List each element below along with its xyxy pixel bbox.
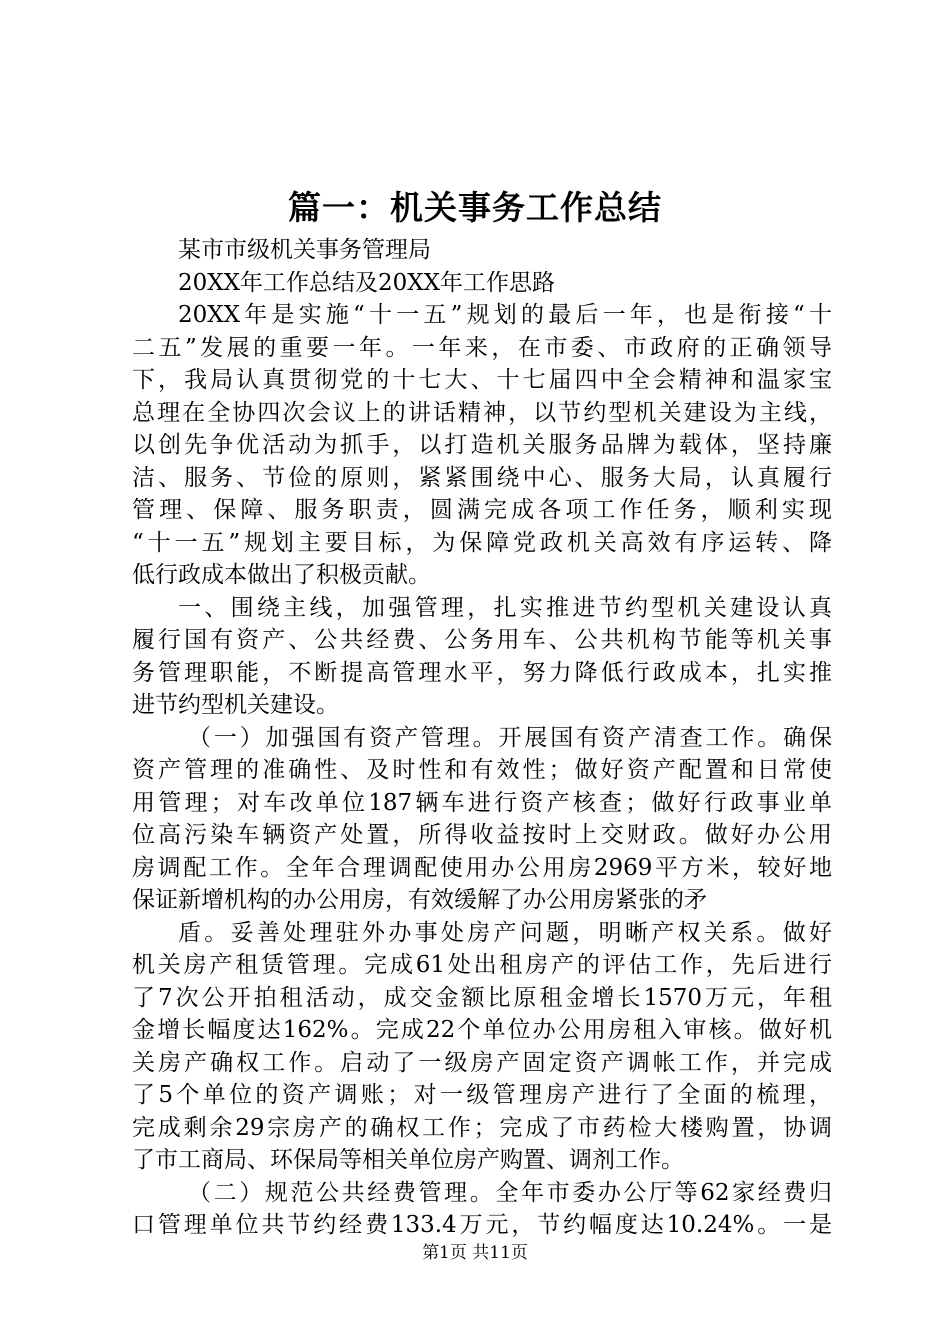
body-line: 务管理职能，不断提高管理水平，努力降低行政成本，扎实推 <box>132 659 832 686</box>
body-line: 房调配工作。全年合理调配使用办公用房2969平方米，较好地 <box>132 854 832 881</box>
body-line: 进节约型机关建设。 <box>132 692 339 718</box>
body-line: 了市工商局、环保局等相关单位房产购置、调剂工作。 <box>132 1147 684 1173</box>
body-line: 完成剩余29宗房产的确权工作；完成了市药检大楼购置，协调 <box>132 1114 832 1141</box>
body-line: 20XX年工作总结及20XX年工作思路 <box>178 269 556 296</box>
body-line: 资产管理的准确性、及时性和有效性；做好资产配置和日常使 <box>132 757 832 783</box>
body-line: 金增长幅度达162%。完成22个单位办公用房租入审核。做好机 <box>132 1017 832 1043</box>
body-line: 管理、保障、服务职责，圆满完成各项工作任务，顺利实现 <box>132 497 832 523</box>
body-line: 盾。妥善处理驻外办事处房产问题，明晰产权关系。做好 <box>178 919 832 946</box>
body-line: 洁、服务、节俭的原则，紧紧围绕中心、服务大局，认真履行 <box>132 464 832 491</box>
body-line: 二五”发展的重要一年。一年来，在市委、市政府的正确领导 <box>132 334 832 361</box>
body-line: 口管理单位共节约经费133.4万元，节约幅度达10.24%。一是 <box>132 1212 832 1238</box>
body-line: （二）规范公共经费管理。全年市委办公厅等62家经费归 <box>188 1179 832 1206</box>
body-line: 一、围绕主线，加强管理，扎实推进节约型机关建设认真 <box>178 594 832 621</box>
body-line: 低行政成本做出了积极贡献。 <box>132 562 431 588</box>
body-line: 用管理；对车改单位187辆车进行资产核查；做好行政事业单 <box>132 789 832 816</box>
body-line: （一）加强国有资产管理。开展国有资产清查工作。确保 <box>188 724 832 751</box>
body-line: 了7次公开拍租活动，成交金额比原租金增长1570万元，年租 <box>132 984 832 1011</box>
body-line: 下，我局认真贯彻党的十七大、十七届四中全会精神和温家宝 <box>132 367 832 393</box>
body-line: 20XX年是实施“十一五”规划的最后一年，也是衔接“十 <box>178 302 832 328</box>
body-line: 保证新增机构的办公用房，有效缓解了办公用房紧张的矛 <box>132 887 707 913</box>
page-footer: 第1页 共11页 <box>422 1243 528 1263</box>
body-line: 某市市级机关事务管理局 <box>178 237 431 263</box>
body-line: 位高污染车辆资产处置，所得收益按时上交财政。做好办公用 <box>132 822 832 848</box>
body-line: 关房产确权工作。启动了一级房产固定资产调帐工作，并完成 <box>132 1049 832 1076</box>
body-line: 了5个单位的资产调账；对一级管理房产进行了全面的梳理， <box>132 1082 832 1108</box>
body-line: 总理在全协四次会议上的讲话精神，以节约型机关建设为主线， <box>132 399 832 426</box>
body-line: 机关房产租赁管理。完成61处出租房产的评估工作，先后进行 <box>132 952 832 978</box>
document-body <box>132 234 832 1242</box>
page-title: 篇一：机关事务工作总结 <box>288 188 662 227</box>
body-line: 履行国有资产、公共经费、公务用车、公共机构节能等机关事 <box>132 627 832 653</box>
body-line: “十一五”规划主要目标，为保障党政机关高效有序运转、降 <box>132 529 832 556</box>
body-line: 以创先争优活动为抓手，以打造机关服务品牌为载体，坚持廉 <box>132 432 832 458</box>
